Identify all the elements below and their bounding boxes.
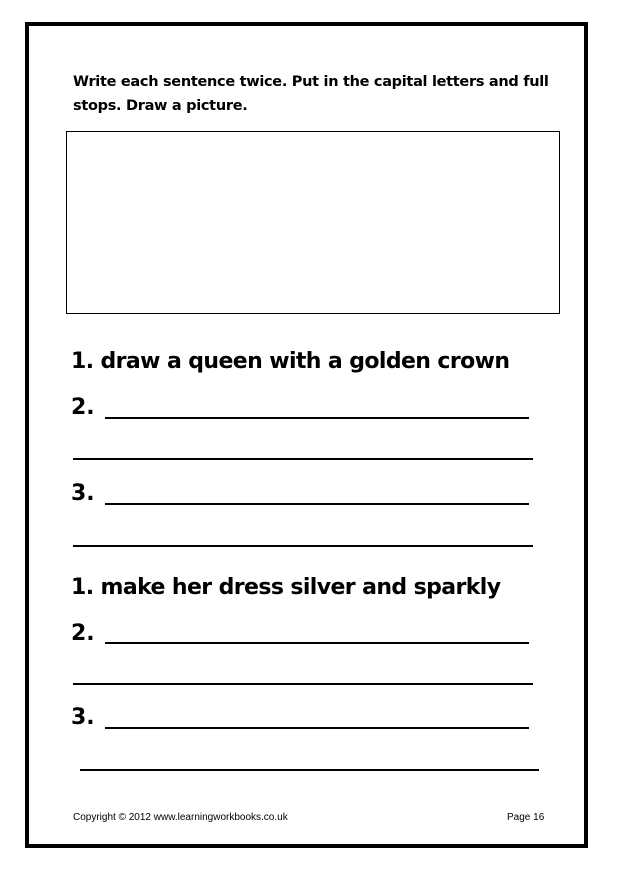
copyright-footer: Copyright © 2012 www.learningworkbooks.co.uk bbox=[73, 812, 288, 823]
line-number-label: 3. bbox=[71, 705, 95, 730]
page-number: Page 16 bbox=[507, 812, 545, 823]
write-line[interactable] bbox=[80, 769, 539, 771]
instructions: Write each sentence twice. Put in the capital letters and full stops. Draw a picture. bbox=[73, 74, 549, 114]
write-line[interactable] bbox=[105, 417, 529, 419]
write-line[interactable] bbox=[105, 642, 529, 644]
line-number-label: 2. bbox=[71, 621, 95, 646]
sentence-2-prompt: 1. make her dress silver and sparkly bbox=[71, 575, 501, 600]
line-number-label: 2. bbox=[71, 395, 95, 420]
sentence-1-prompt: 1. draw a queen with a golden crown bbox=[71, 349, 510, 374]
write-line[interactable] bbox=[105, 727, 529, 729]
write-line[interactable] bbox=[73, 683, 533, 685]
write-line[interactable] bbox=[73, 458, 533, 460]
write-line[interactable] bbox=[73, 545, 533, 547]
drawing-box[interactable] bbox=[66, 131, 560, 314]
line-number-label: 3. bbox=[71, 481, 95, 506]
write-line[interactable] bbox=[105, 503, 529, 505]
